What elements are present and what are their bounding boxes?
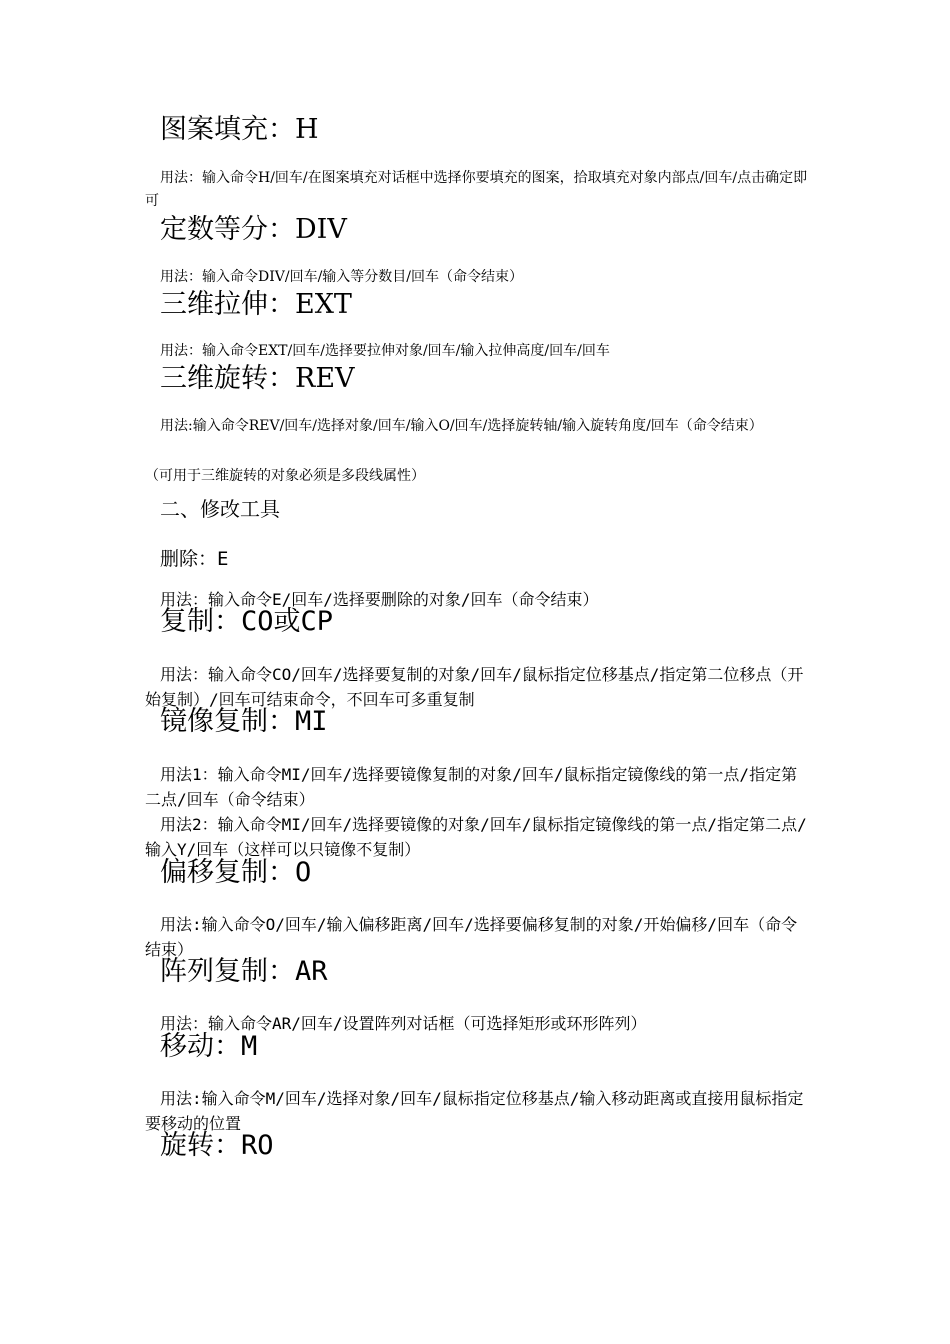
usage-erase: 用法：输入命令E/回车/选择要删除的对象/回车（命令结束） xyxy=(160,590,599,609)
usage-move: 用法:输入命令M/回车/选择对象/回车/鼠标指定位移基点/输入移动距离或直接用鼠标指定要移动的位置 xyxy=(145,1089,804,1133)
usage-copy: 用法：输入命令CO/回车/选择要复制的对象/回车/鼠标指定位移基点/指定第二位移点（开始复制）/回车可结束命令，不回车可多重复制 xyxy=(145,665,804,709)
usage-revolve: 用法:输入命令REV/回车/选择对象/回车/输入O/回车/选择旋转轴/输入旋转角度/回车（命令结束） xyxy=(160,418,763,434)
heading-rotate: 旋转：RO xyxy=(160,1130,274,1161)
heading-array: 阵列复制：AR xyxy=(160,956,328,987)
usage-mirror-1: 用法1：输入命令MI/回车/选择要镜像复制的对象/回车/鼠标指定镜像线的第一点/指定第二点/回车（命令结束） xyxy=(145,765,798,809)
heading-mirror: 镜像复制：MI xyxy=(160,706,328,737)
heading-revolve: 三维旋转：REV xyxy=(160,363,355,394)
heading-erase: 删除：E xyxy=(160,548,229,570)
heading-divide: 定数等分：DIV xyxy=(160,214,347,245)
heading-move: 移动：M xyxy=(160,1031,258,1062)
usage-mirror-2: 用法2：输入命令MI/回车/选择要镜像的对象/回车/鼠标指定镜像线的第一点/指定第二点/输入Y/回车（这样可以只镜像不复制） xyxy=(145,815,807,859)
heading-extrude: 三维拉伸：EXT xyxy=(160,289,352,320)
note-revolve: （可用于三维旋转的对象必须是多段线属性） xyxy=(145,468,425,484)
heading-offset: 偏移复制：O xyxy=(160,857,312,888)
usage-extrude: 用法：输入命令EXT/回车/选择要拉伸对象/回车/输入拉伸高度/回车/回车 xyxy=(160,343,610,359)
usage-array: 用法：输入命令AR/回车/设置阵列对话框（可选择矩形或环形阵列） xyxy=(160,1014,647,1033)
heading-hatch: 图案填充：H xyxy=(160,114,319,145)
usage-offset: 用法:输入命令O/回车/输入偏移距离/回车/选择要偏移复制的对象/开始偏移/回车（命令结束） xyxy=(145,915,798,959)
usage-hatch: 用法：输入命令H/回车/在图案填充对话框中选择你要填充的图案，拾取填充对象内部点/回车/点击确定即可 xyxy=(145,170,808,209)
heading-copy: 复制：CO或CP xyxy=(160,606,334,637)
heading-modify-tools: 二、修改工具 xyxy=(160,497,280,521)
usage-divide: 用法：输入命令DIV/回车/输入等分数目/回车（命令结束） xyxy=(160,269,524,285)
